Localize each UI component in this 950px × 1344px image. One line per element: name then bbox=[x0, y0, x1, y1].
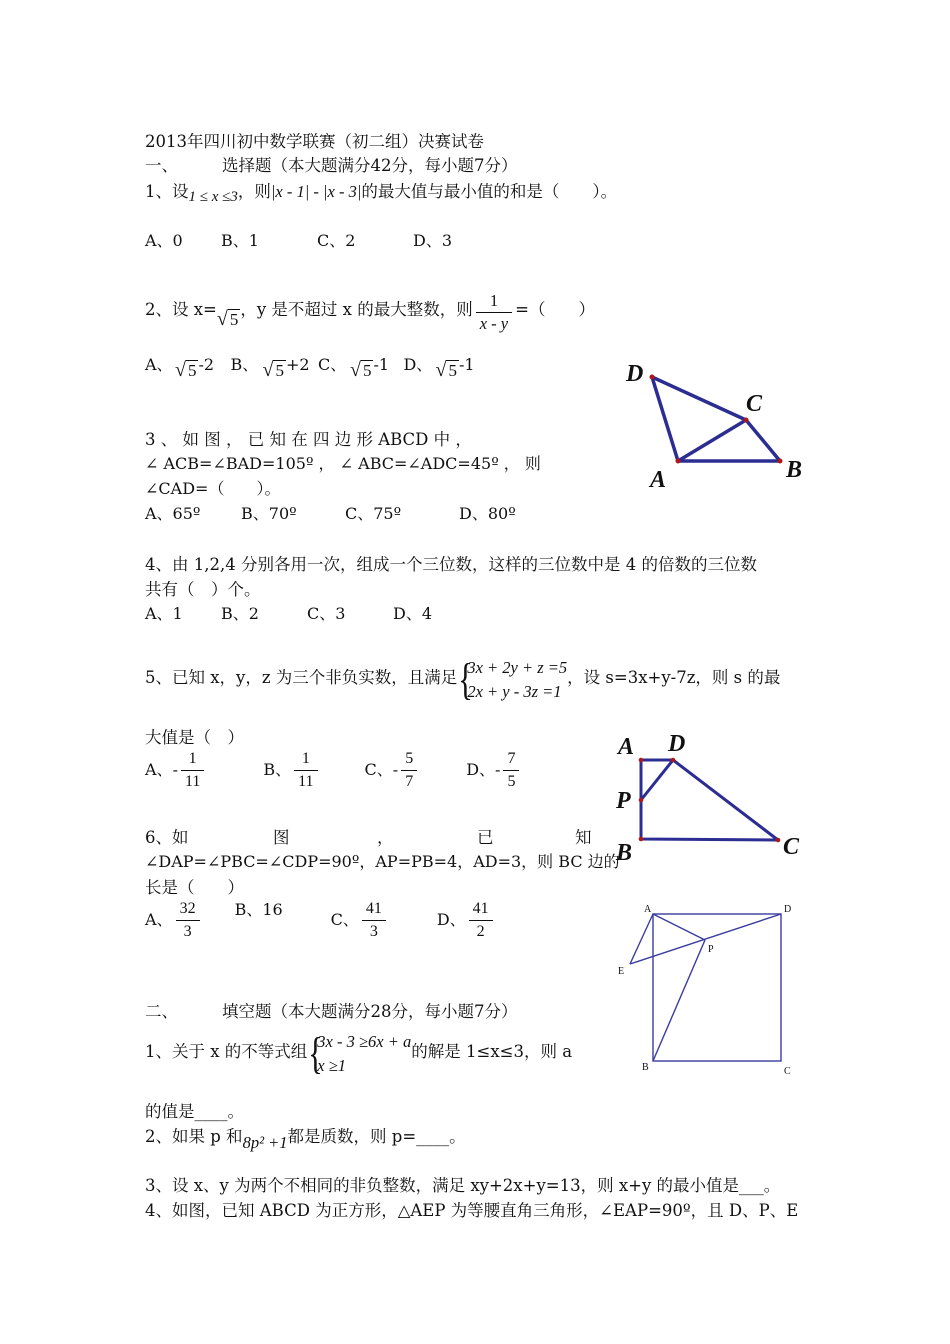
q1-option-c: C、2 bbox=[317, 231, 356, 250]
fill-4: 4、如图，已知 ABCD 为正方形，△AEP 为等腰直角三角形，∠EAP=90º，且 D、P、E bbox=[145, 1201, 799, 1220]
q4-line-2: 共有（ ）个。 bbox=[145, 580, 261, 599]
q3-line-2: ∠ ACB=∠BAD=105º ， ∠ ABC=∠ADC=45º ， 则 bbox=[145, 454, 541, 473]
fig1-label-d: D bbox=[626, 361, 644, 387]
exam-title: 2013年四川初中数学联赛（初二组）决赛试卷 bbox=[145, 132, 484, 151]
exam-page: 2013年四川初中数学联赛（初二组）决赛试卷 一、 选择题（本大题满分42分，每小题7分） 1、设1 ≤ x ≤3，则|x - 1| - |x - 3|的最大值与最小值的和是（ ）。 A、0 B、1 C、2 D、3 2、设 x=√ 5，y 是不超过 x 的最大整数，则 $\frac{1}{x - y}$ =（ ） A、 √ 5 -2 B、 √ 5 +2 C、 √ 5 -1 D、 √ 5 -1 3 、 如 图 ， 已 知 在 四 边 形 ABCD 中 ， ∠ ACB=∠BAD=105º ， ∠ ABC=∠ADC=45º ， 则 ∠CAD=（ ）。 A、65º B、70º C、75º D、80º 4、由 1,2,4 分别各用一次，组成一个三位数，这样的三位数中是 4 的倍数的三位数 共有（ ）个。 A、1 B、2 C、3 D、4 5、已知 x，y，z 为三个非负实数，且满足 { 3x + 2y + z =5 2x + y - 3z =1 ，设 s=3x+y-7z，则 s 的最 大值是（ ） A、- $\frac{1}{11}$ B、 $\frac{1}{11}$ C、- $\frac{5}{7}$ D、- $\frac{7}{5}$ 6、如 图 ， 已 知 ∠DAP=∠PBC=∠CDP=90º，AP=PB=4，AD=3，则 BC 边的 长是（ ） A、 $\frac{32}{3}$ B、16C、 $\frac{41}{3}$ D、 $\frac{41}{2}$ 二、 填空题（本大题满分28分，每小题7分） 1、关于 x 的不等式组 { 3x - 3 ≥6x + a x ≥1 的解是 1≤x≤3，则 a 的值是____。 2、如果 p 和8p² +1都是质数，则 p=____。 3、设 x、y 为两个不相同的非负整数，满足 xy+2x+y=13，则 x+y 的最小值是___。 4、如图，已知 ABCD 为正方形，△AEP 为等腰直角三角形，∠EAP=90º，且 D、P、E D C A B A D P B C A D P E B C bbox=[0, 0, 950, 1344]
q1-prefix: 1、设 bbox=[145, 182, 189, 201]
q5-option-a: A、 bbox=[145, 760, 173, 779]
q6-option-c: C、 bbox=[330, 910, 359, 929]
q1-options bbox=[145, 228, 452, 251]
q1-option-d: D、3 bbox=[413, 231, 453, 250]
fig3-label-b: B bbox=[642, 1062, 649, 1073]
q3-option-c: C、75º bbox=[345, 504, 402, 523]
q5-eq-1: { 3x + 2y + z =5 bbox=[467, 658, 568, 677]
section1-number: 一、 bbox=[145, 156, 178, 175]
q2-option-d-value: -1 bbox=[458, 355, 475, 374]
fig2-label-b: B bbox=[616, 840, 633, 866]
f1-prefix: 1、关于 x 的不等式组 bbox=[145, 1041, 308, 1061]
fig1-quadrilateral bbox=[652, 377, 780, 461]
question-1 bbox=[145, 178, 618, 205]
q1-option-a: A、0 bbox=[145, 231, 183, 250]
q3-line-3: ∠CAD=（ ）。 bbox=[145, 479, 281, 498]
f2-prefix: 2、如果 p 和 bbox=[145, 1127, 243, 1146]
fig3-segment-pb bbox=[653, 940, 705, 1061]
q1-condition: 1 ≤ x ≤3 bbox=[188, 189, 238, 205]
q2-suffix: =（ ） bbox=[515, 300, 595, 319]
q4-option-a: A、1 bbox=[145, 604, 183, 623]
f1-ineq-2: x ≥1 bbox=[317, 1056, 347, 1075]
q3-line-1: 3 、 如 图 ， 已 知 在 四 边 形 ABCD 中 ， bbox=[145, 430, 472, 449]
fig2-segment-pd bbox=[641, 760, 673, 800]
fig3-label-e: E bbox=[618, 966, 625, 977]
q5-prefix: 5、已知 x，y，z 为三个非负实数，且满足 bbox=[145, 667, 458, 687]
figure-square-abcd-aep bbox=[610, 898, 800, 1083]
q1-option-b: B、1 bbox=[221, 231, 259, 250]
q2-prefix: 2、设 x= bbox=[145, 300, 217, 319]
q4-line-1: 4、由 1,2,4 分别各用一次，组成一个三位数，这样的三位数中是 4 的倍数的三位数 bbox=[145, 555, 757, 574]
fig1-label-a: A bbox=[650, 467, 667, 493]
f1-suffix: 的解是 1≤x≤3，则 a bbox=[411, 1041, 573, 1061]
f1-ineq-1: { 3x - 3 ≥6x + a bbox=[317, 1032, 412, 1051]
q3-option-a: A、65º bbox=[145, 504, 201, 523]
q3-option-b: B、70º bbox=[241, 504, 297, 523]
fig2-label-d: D bbox=[668, 731, 686, 757]
fill-3: 3、设 x、y 为两个不相同的非负整数，满足 xy+2x+y=13，则 x+y 的最小值是___。 bbox=[145, 1176, 781, 1195]
fig3-label-p: P bbox=[708, 944, 714, 955]
q2-option-d: D、 bbox=[403, 355, 433, 374]
q4-option-c: C、3 bbox=[307, 604, 346, 623]
q2-option-b: B、 bbox=[230, 355, 259, 374]
q2-option-a: A、 bbox=[145, 355, 173, 374]
q6-option-a: A、 bbox=[145, 910, 173, 929]
q6-options: A、 $\frac{32}{3}$ B、16C、 $\frac{41}{3}$ D、 $\frac{41}{2}$ bbox=[145, 898, 496, 943]
q5-option-c: C、 bbox=[364, 760, 393, 779]
q5-eq-2: 2x + y - 3z =1 bbox=[467, 682, 562, 701]
section1-heading bbox=[145, 152, 518, 176]
f1-inequality-system bbox=[307, 1030, 411, 1078]
fig1-diagonal-ac bbox=[678, 420, 746, 461]
q4-option-d: D、4 bbox=[393, 604, 433, 623]
q4-option-b: B、2 bbox=[221, 604, 259, 623]
fig3-segment-ap bbox=[653, 914, 705, 940]
fig3-label-c: C bbox=[784, 1066, 791, 1077]
q5-option-d: D、 bbox=[466, 760, 496, 779]
q3-option-d: D、80º bbox=[459, 504, 516, 523]
q5-suffix: ，设 s=3x+y-7z，则 s 的最 bbox=[567, 667, 781, 687]
fig1-point-c bbox=[744, 418, 749, 423]
q6-line-3: 长是（ ） bbox=[145, 878, 244, 897]
f2-suffix: 都是质数，则 p=____。 bbox=[287, 1127, 466, 1146]
q6-option-d: D、 bbox=[436, 910, 466, 929]
fig1-point-a bbox=[676, 459, 681, 464]
fill-2 bbox=[145, 1123, 466, 1152]
f1-line-2: 的值是____。 bbox=[145, 1102, 244, 1121]
q5-option-b: B、 bbox=[263, 760, 292, 779]
q2-option-b-value: +2 bbox=[285, 355, 310, 374]
fig1-point-d bbox=[650, 375, 655, 380]
q2-sqrt: √ 5 bbox=[216, 308, 239, 330]
q2-fraction: $\frac{1}{x - y}$ bbox=[476, 290, 512, 335]
question-2 bbox=[145, 288, 595, 333]
q2-mid: ，y 是不超过 x 的最大整数，则 bbox=[240, 300, 473, 319]
q2-option-c-value: -1 bbox=[373, 355, 390, 374]
fig3-segment-ae bbox=[630, 914, 653, 964]
q5-line-2: 大值是（ ） bbox=[145, 728, 244, 747]
section2-heading bbox=[145, 998, 518, 1022]
q6-option-b: B、16 bbox=[234, 900, 283, 919]
question-5 bbox=[145, 656, 780, 704]
q6-line-2: ∠DAP=∠PBC=∠CDP=90º，AP=PB=4，AD=3，则 BC 边的 bbox=[145, 852, 620, 871]
fig2-label-a: A bbox=[618, 734, 635, 760]
q1-suffix: 的最大值与最小值的和是（ ）。 bbox=[361, 182, 618, 201]
section2-number: 二、 bbox=[145, 1002, 178, 1021]
section1-text: 选择题（本大题满分42分，每小题7分） bbox=[222, 156, 518, 175]
fig1-label-b: B bbox=[786, 457, 803, 483]
q5-equation-system bbox=[457, 656, 567, 704]
figure-trapezoid-apdcb bbox=[610, 728, 810, 868]
fig2-label-c: C bbox=[783, 834, 800, 860]
q1-expression: |x - 1| - |x - 3| bbox=[270, 182, 362, 201]
fig2-label-p: P bbox=[616, 788, 631, 814]
q2-options: A、 √ 5 -2 B、 √ 5 +2 C、 √ 5 -1 D、 √ 5 -1 bbox=[145, 352, 475, 376]
fig1-label-c: C bbox=[746, 391, 763, 417]
fig3-square bbox=[653, 914, 781, 1061]
q4-options bbox=[145, 601, 432, 624]
fill-1 bbox=[145, 1030, 572, 1078]
section2-text: 填空题（本大题满分28分，每小题7分） bbox=[222, 1002, 518, 1021]
fig3-label-d: D bbox=[784, 904, 792, 915]
q2-option-a-value: -2 bbox=[198, 355, 215, 374]
q2-option-c: C、 bbox=[317, 355, 347, 374]
f2-expression: 8p² +1 bbox=[242, 1133, 288, 1152]
q1-mid: ，则 bbox=[237, 182, 271, 201]
q5-options: A、- $\frac{1}{11}$ B、 $\frac{1}{11}$ C、- $\frac{5}{7}$ D、- $\frac{7}{5}$ bbox=[145, 748, 522, 793]
fig1-point-b bbox=[778, 459, 783, 464]
figure-quadrilateral-abcd bbox=[610, 355, 830, 495]
q3-options bbox=[145, 501, 516, 524]
fig3-label-a: A bbox=[644, 904, 652, 915]
